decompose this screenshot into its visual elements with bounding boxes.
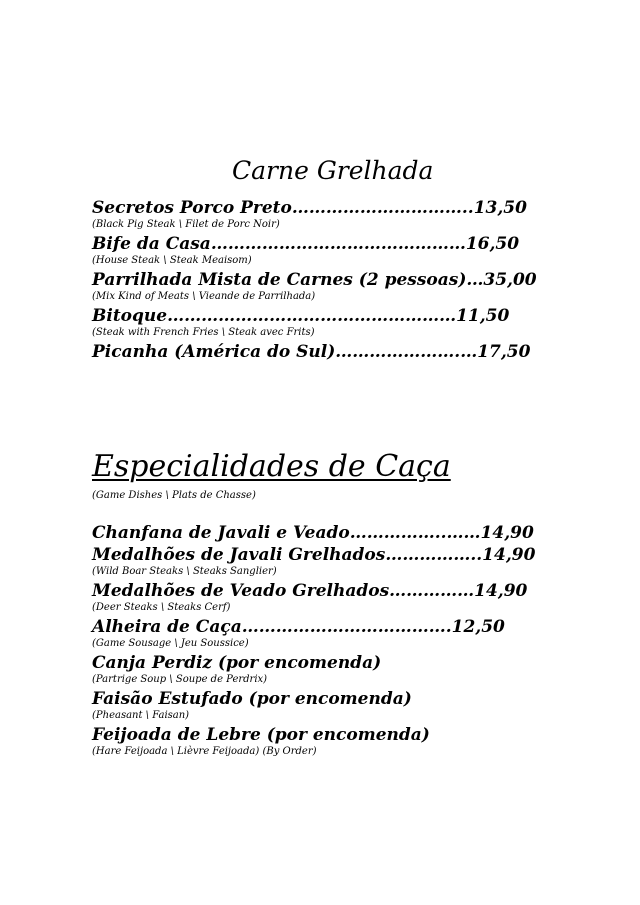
menu-item-name-price: Bitoque……………………………………………11,50 (92, 306, 510, 326)
menu-item-name-price: Alheira de Caça……………………………….12,50 (92, 617, 505, 637)
menu-item-translation: (Game Sousage \ Jeu Soussice) (92, 638, 249, 649)
menu-item (92, 544, 535, 578)
menu-item-name-price: Canja Perdiz (por encomenda) (92, 653, 382, 673)
menu-item-translation: (Hare Feijoada \ Lièvre Feijoada) (By Order) (92, 746, 317, 757)
menu-item (92, 616, 535, 650)
menu-list-especialidades-de-caca (92, 522, 535, 760)
menu-item-translation: (Pheasant \ Faisan) (92, 710, 190, 721)
menu-item (92, 724, 535, 758)
menu-item-translation: (House Steak \ Steak Meaisom) (92, 255, 252, 266)
menu-item-translation: (Deer Steaks \ Steaks Cerf) (92, 602, 231, 613)
menu-item (92, 652, 535, 686)
menu-item-name-price: Bife da Casa………………………………………16,50 (92, 234, 520, 254)
menu-item-name-price: Parrilhada Mista de Carnes (2 pessoas)…35,00 (92, 270, 537, 290)
menu-item (92, 197, 537, 231)
menu-item (92, 522, 535, 544)
menu-item (92, 341, 537, 363)
menu-item-name-price: Secretos Porco Preto…………………………..13,50 (92, 198, 527, 218)
menu-list-carne-grelhada (92, 197, 537, 363)
menu-item (92, 269, 537, 303)
menu-item (92, 305, 537, 339)
menu-item-translation: (Mix Kind of Meats \ Vieande de Parrilhada) (92, 291, 316, 302)
menu-item (92, 580, 535, 614)
menu-item-translation: (Partrige Soup \ Soupe de Perdrix) (92, 674, 268, 685)
menu-item-name-price: Medalhões de Javali Grelhados……………..14,90 (92, 545, 536, 565)
menu-item-name-price: Feijoada de Lebre (por encomenda) (92, 725, 430, 745)
section-title-especialidades-de-caca: Especialidades de Caça (92, 449, 451, 484)
menu-item (92, 233, 537, 267)
menu-item-translation: (Wild Boar Steaks \ Steaks Sanglier) (92, 566, 277, 577)
menu-item-name-price: Picanha (América do Sul)………………….…17,50 (92, 342, 531, 362)
section-title-carne-grelhada: Carne Grelhada (232, 156, 434, 185)
menu-item-name-price: Chanfana de Javali e Veado……………..……14,90 (92, 523, 534, 543)
menu-item-name-price: Medalhões de Veado Grelhados……………14,90 (92, 581, 528, 601)
section-subtitle: (Game Dishes \ Plats de Chasse) (92, 490, 256, 501)
menu-item-name-price: Faisão Estufado (por encomenda) (92, 689, 412, 709)
menu-item-translation: (Black Pig Steak \ Filet de Porc Noir) (92, 219, 280, 230)
menu-item (92, 688, 535, 722)
menu-item-translation: (Steak with French Fries \ Steak avec Frits) (92, 327, 315, 338)
